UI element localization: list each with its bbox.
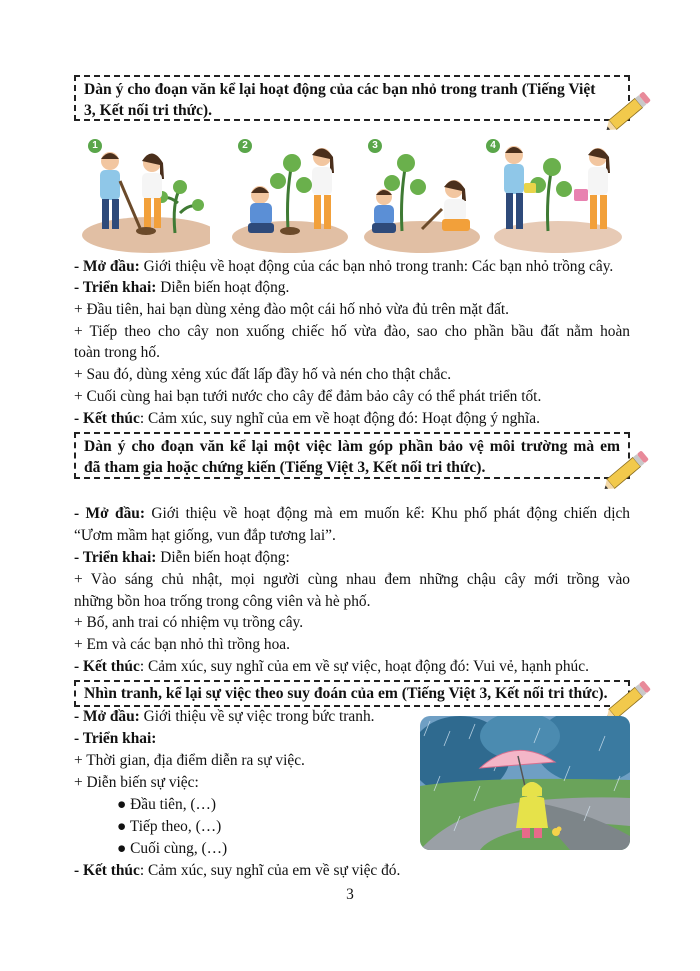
s3-ket-thuc-text: : Cảm xúc, suy nghĩ của em về sự việc đó. bbox=[139, 862, 401, 879]
section3-heading bbox=[74, 680, 630, 707]
s2-trien-khai-text: Diễn biến hoạt động: bbox=[156, 549, 290, 566]
s2-trien-khai-label: - Triển khai: bbox=[74, 549, 157, 566]
s3-mo-dau bbox=[74, 706, 414, 727]
section1-heading-line2: 3, Kết nối tri thức). bbox=[84, 102, 213, 119]
section2-heading-line2: đã tham gia hoặc chứng kiến (Tiếng Việt 3, Kết nối tri thức). bbox=[84, 459, 486, 476]
s1-step-2-line1: + Tiếp theo cho cây non xuống chiếc hố vừa đào, sao cho phần bầu đất nằm hoàn bbox=[74, 323, 630, 340]
s3-trien-khai bbox=[74, 728, 414, 749]
s1-step-3: + Sau đó, dùng xẻng xúc đất lấp đầy hố và nén cho thật chắc. bbox=[74, 366, 452, 383]
s2-mo-dau-line1 bbox=[74, 503, 630, 524]
section1-heading-line1: Dàn ý cho đoạn văn kể lại hoạt động của các bạn nhỏ trong tranh (Tiếng Việt bbox=[84, 81, 596, 98]
s2-mo-dau-label: - Mở đầu: bbox=[74, 505, 145, 522]
s3-bullet-1: ● Đầu tiên, (…) bbox=[117, 796, 217, 813]
s3-ket-thuc bbox=[74, 860, 630, 881]
panel-badge-1: 1 bbox=[88, 139, 102, 153]
section3-heading-text: Nhìn tranh, kể lại sự việc theo suy đoán của em (Tiếng Việt 3, Kết nối tri thức). bbox=[84, 685, 608, 702]
panel-3-filling-soil bbox=[362, 133, 482, 253]
section1-heading bbox=[74, 75, 630, 121]
section2-heading bbox=[74, 432, 630, 479]
s1-trien-khai bbox=[74, 277, 630, 298]
s3-item-2: + Diễn biến sự việc: bbox=[74, 774, 199, 791]
s1-mo-dau-label: - Mở đầu: bbox=[74, 258, 140, 275]
s3-ket-thuc-label: - Kết thúc bbox=[74, 862, 140, 879]
s1-ket-thuc bbox=[74, 408, 630, 429]
pencil-icon bbox=[600, 87, 656, 137]
s2-step-2: + Bố, anh trai có nhiệm vụ trồng cây. bbox=[74, 614, 304, 631]
panel-badge-4: 4 bbox=[486, 139, 500, 153]
s3-bullet-2: ● Tiếp theo, (…) bbox=[117, 818, 222, 835]
s2-ket-thuc bbox=[74, 656, 630, 677]
s1-step-2-line2: toàn trong hố. bbox=[74, 344, 160, 361]
planting-illustration bbox=[80, 133, 625, 253]
s2-mo-dau-line2: “Ươm mầm hạt giống, vun đắp tương lai”. bbox=[74, 527, 336, 544]
s3-mo-dau-text: Giới thiệu về sự việc trong bức tranh. bbox=[139, 708, 375, 725]
s1-step-1: + Đầu tiên, hai bạn dùng xẻng đào một cái hố nhỏ vừa đủ trên mặt đất. bbox=[74, 301, 510, 318]
s2-ket-thuc-text: : Cảm xúc, suy nghĩ của em về sự việc, hoạt động đó: Vui vẻ, hạnh phúc. bbox=[139, 658, 589, 675]
rain-girl-illustration bbox=[420, 716, 630, 850]
s3-bullet-3: ● Cuối cùng, (…) bbox=[117, 840, 228, 857]
page-number: 3 bbox=[346, 886, 354, 903]
s1-ket-thuc-text: : Cảm xúc, suy nghĩ của em về hoạt động đó: Hoạt động ý nghĩa. bbox=[139, 410, 540, 427]
s2-ket-thuc-label: - Kết thúc bbox=[74, 658, 140, 675]
section2-heading-line1: Dàn ý cho đoạn văn kể lại một việc làm góp phần bảo vệ môi trường mà em bbox=[84, 438, 620, 455]
s3-item-1: + Thời gian, địa điểm diễn ra sự việc. bbox=[74, 752, 305, 769]
s2-mo-dau-text: Giới thiệu về hoạt động mà em muốn kể: Khu phố phát động chiến dịch bbox=[144, 505, 630, 522]
s2-step-1-line1: + Vào sáng chủ nhật, mọi người cùng nhau đem những chậu cây mới trồng vào bbox=[74, 571, 630, 588]
panel-badge-3: 3 bbox=[368, 139, 382, 153]
s3-mo-dau-label: - Mở đầu: bbox=[74, 708, 140, 725]
s1-mo-dau bbox=[74, 256, 630, 277]
pencil-icon bbox=[598, 446, 654, 496]
s3-trien-khai-label: - Triển khai: bbox=[74, 730, 157, 747]
s1-step-4: + Cuối cùng hai bạn tưới nước cho cây để đảm bảo cây có thể phát triển tốt. bbox=[74, 388, 542, 405]
s2-step-3: + Em và các bạn nhỏ thì trồng hoa. bbox=[74, 636, 290, 653]
panel-badge-2: 2 bbox=[238, 139, 252, 153]
s2-trien-khai bbox=[74, 547, 630, 568]
s1-trien-khai-label: - Triển khai: bbox=[74, 279, 157, 296]
s1-trien-khai-text: Diễn biến hoạt động. bbox=[156, 279, 290, 296]
s1-mo-dau-text: Giới thiệu về hoạt động của các bạn nhỏ trong tranh: Các bạn nhỏ trồng cây. bbox=[139, 258, 614, 275]
s2-step-1-line2: những bồn hoa trống trong công viên và hè phố. bbox=[74, 593, 371, 610]
s1-ket-thuc-label: - Kết thúc bbox=[74, 410, 140, 427]
panel-4-watering bbox=[490, 133, 625, 253]
